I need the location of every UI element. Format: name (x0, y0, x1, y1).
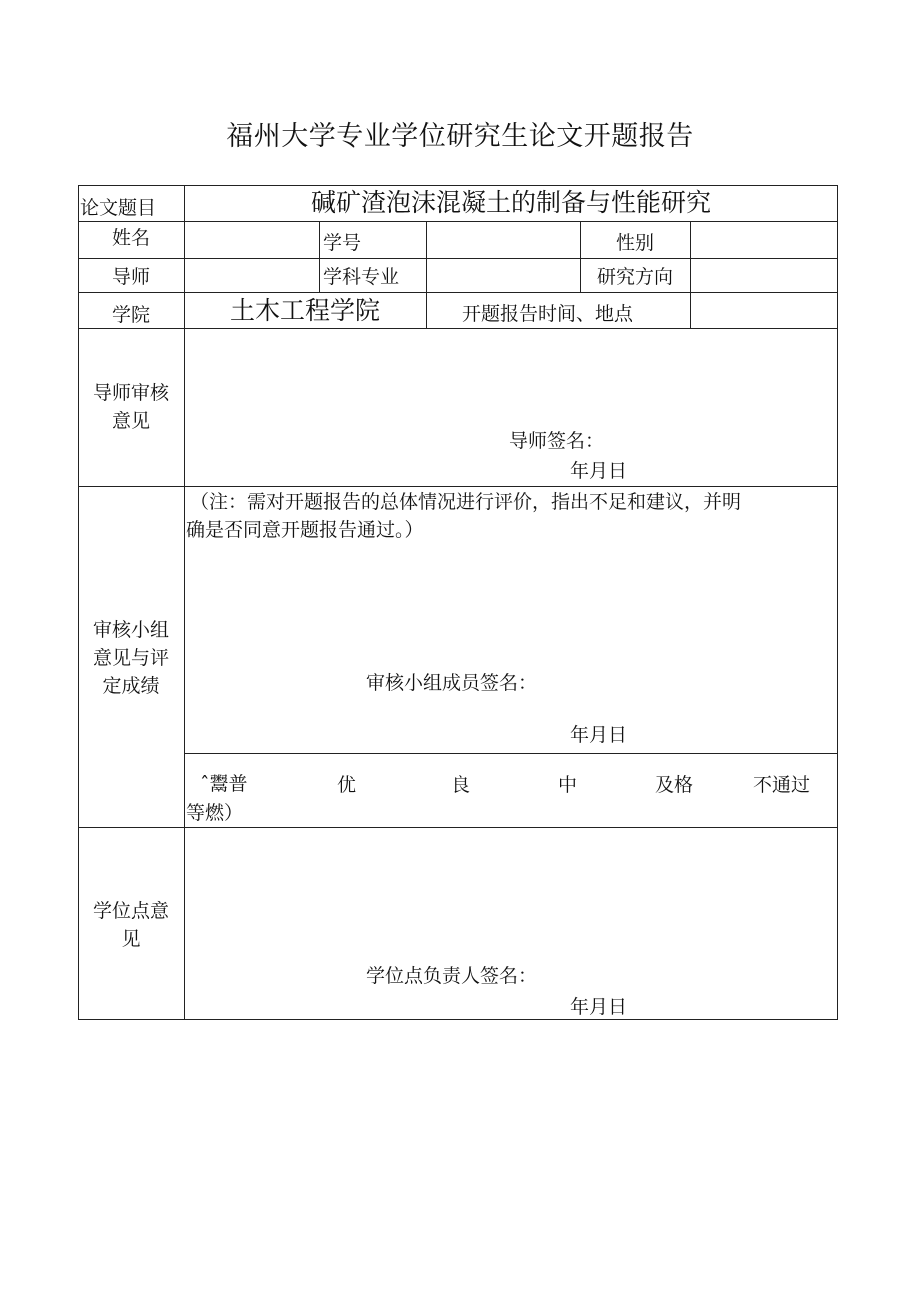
grade-option-good: 良 (451, 774, 471, 796)
column-divider (319, 221, 320, 292)
college-value: 土木工程学院 (229, 296, 380, 325)
name-label: 姓名 (111, 227, 150, 249)
panel-review-label-line1: 审核小组 (92, 619, 169, 641)
panel-review-label-line2: 意见与评 (92, 647, 169, 669)
grade-option-excellent: 优 (337, 774, 357, 796)
grade-option-pass: 及格 (655, 774, 694, 796)
grade-divider (184, 753, 838, 754)
gender-label: 性别 (615, 232, 654, 254)
row-divider (78, 258, 838, 259)
advisor-review-label-line1: 导师审核 (92, 382, 169, 404)
student-id-label: 学号 (323, 232, 362, 254)
document-title: 福州大学专业学位研究生论文开题报告 (226, 121, 694, 152)
row-divider (78, 221, 838, 222)
grade-option-fail: 不通过 (753, 774, 811, 796)
panel-review-label-line3: 定成绩 (102, 675, 160, 697)
degree-point-signature-label: 学位点负责人签名： (366, 965, 538, 987)
panel-review-note-line1: （注：需对开题报告的总体情况进行评价，指出不足和建议，并明 (190, 491, 742, 513)
grade-option-medium: 中 (558, 774, 578, 796)
row-divider (78, 328, 838, 329)
table-border-bottom (78, 1019, 838, 1020)
row-divider (78, 292, 838, 293)
major-label: 学科专业 (323, 266, 400, 288)
advisor-review-date: 年月日 (570, 460, 628, 482)
panel-review-note-line2: 确是否同意开题报告通过。） (186, 519, 424, 541)
column-divider (426, 221, 427, 328)
topic-value: 碱矿渣泡沫混凝土的制备与性能研究 (310, 188, 711, 217)
degree-point-label-line2: 见 (121, 928, 141, 950)
panel-signature-label: 审核小组成员签名： (366, 672, 538, 694)
topic-label: 论文题目 (80, 197, 157, 219)
research-direction-label: 研究方向 (596, 266, 673, 288)
advisor-label: 导师 (111, 266, 150, 288)
column-divider (690, 221, 691, 328)
table-border-right (837, 185, 838, 1020)
panel-review-date: 年月日 (570, 724, 628, 746)
advisor-review-label-line2: 意见 (111, 410, 150, 432)
grade-prefix-line2: 等燃） (186, 802, 244, 824)
time-place-label: 开题报告时间、地点 (462, 303, 634, 325)
degree-point-date: 年月日 (570, 996, 628, 1018)
row-divider (78, 827, 838, 828)
degree-point-label-line1: 学位点意 (92, 900, 169, 922)
table-border-top (78, 185, 838, 186)
grade-prefix-line1: ˆ鬻普 (200, 773, 248, 795)
college-label: 学院 (111, 304, 150, 326)
row-divider (78, 486, 838, 487)
advisor-signature-label: 导师签名： (509, 430, 605, 452)
